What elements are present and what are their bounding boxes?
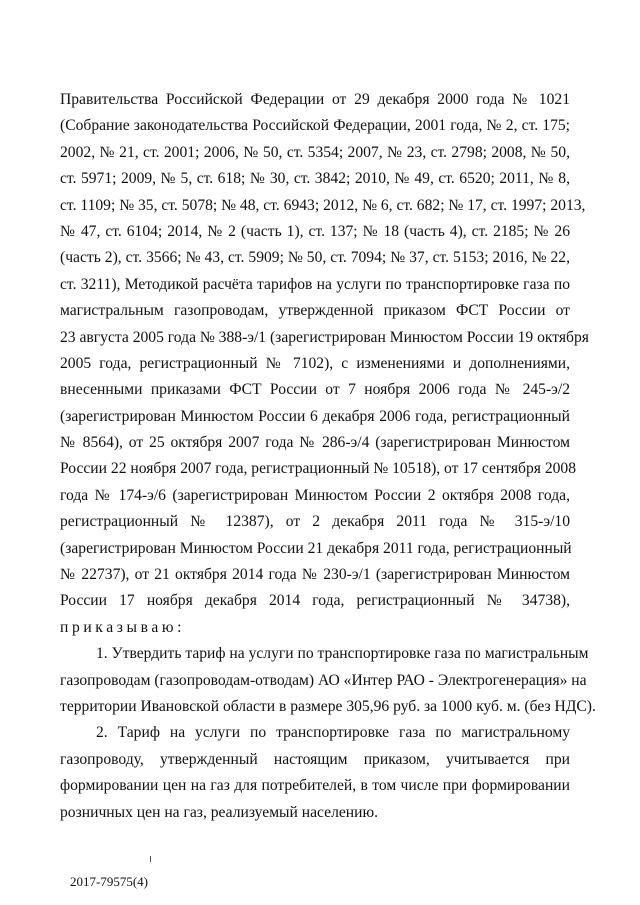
text-line: (зарегистрирован Минюстом России 21 декабря 2011 года, регистрационный [60, 539, 572, 557]
text-line: газопроводам (газопроводам-отводам) АО «Интер РАО - Электрогенерация» на [60, 671, 587, 689]
text-line: № 8564), от 25 октября 2007 года № 286-э/4 (зарегистрирован Минюстом [60, 434, 570, 452]
text-line: территории Ивановской области в размере 305,96 руб. за 1000 куб. м. (без НДС). [60, 697, 596, 715]
text-line: 2002, № 21, ст. 2001; 2006, № 50, ст. 5354; 2007, № 23, ст. 2798; 2008, № 50, [60, 143, 570, 161]
paragraph-2-start: 2. Тариф на услуги по транспортировке газа по магистральному [96, 724, 570, 742]
text-line: года № 174-э/6 (зарегистрирован Минюстом России 2 октября 2008 года, [60, 486, 570, 504]
text-line: внесенными приказами ФСТ России от 7 ноября 2006 года № 245-э/2 [60, 381, 570, 399]
text-line: ст. 5971; 2009, № 5, ст. 618; № 30, ст. 3842; 2010, № 49, ст. 6520; 2011, № 8, [60, 170, 570, 188]
text-line: России 22 ноября 2007 года, регистрационный № 10518), от 17 сентября 2008 [60, 460, 577, 478]
document-body [60, 87, 596, 826]
text-line: магистральным газопроводам, утвержденной приказом ФСТ России от [60, 302, 570, 320]
text-line: 2005 года, регистрационный № 7102), с изменениями и дополнениями, [60, 354, 570, 372]
order-keyword: приказываю: [60, 618, 186, 636]
text-line: газопроводу, утвержденный настоящим приказом, учитывается при [60, 750, 570, 768]
footer-code: 2017-79575(4) [70, 874, 148, 889]
text-line: 23 августа 2005 года № 388-э/1 (зарегистрирован Минюстом России 19 октября [60, 328, 589, 346]
paragraph-1-start: 1. Утвердить тариф на услуги по транспортировке газа по магистральным [96, 645, 589, 663]
text-line: розничных цен на газ, реализуемый населению. [60, 803, 379, 821]
text-line: (Собрание законодательства Российской Федерации, 2001 года, № 2, ст. 175; [60, 117, 570, 135]
text-line: формировании цен на газ для потребителей, в том числе при формировании [60, 777, 570, 795]
text-line: № 47, ст. 6104; 2014, № 2 (часть 1), ст. 137; № 18 (часть 4), ст. 2185; № 26 [60, 222, 570, 240]
text-line: России 17 ноября декабря 2014 года, регистрационный № 34738), [60, 592, 570, 610]
text-line: (зарегистрирован Минюстом России 6 декабря 2006 года, регистрационный [60, 407, 570, 425]
text-line: (часть 2), ст. 3566; № 43, ст. 5909; № 50, ст. 7094; № 37, ст. 5153; 2016, № 22, [60, 249, 570, 267]
text-line: № 22737), от 21 октября 2014 года № 230-э/1 (зарегистрирован Минюстом [60, 566, 570, 584]
text-line: Правительства Российской Федерации от 29 декабря 2000 года № 1021 [60, 91, 570, 108]
text-line: регистрационный № 12387), от 2 декабря 2011 года № 315-э/10 [60, 513, 570, 531]
text-line: ст. 3211), Методикой расчёта тарифов на услуги по транспортировке газа по [60, 275, 570, 293]
text-line: ст. 1109; № 35, ст. 5078; № 48, ст. 6943; 2012, № 6, ст. 682; № 17, ст. 1997; 2013, [60, 196, 586, 214]
scan-mark [150, 856, 151, 862]
